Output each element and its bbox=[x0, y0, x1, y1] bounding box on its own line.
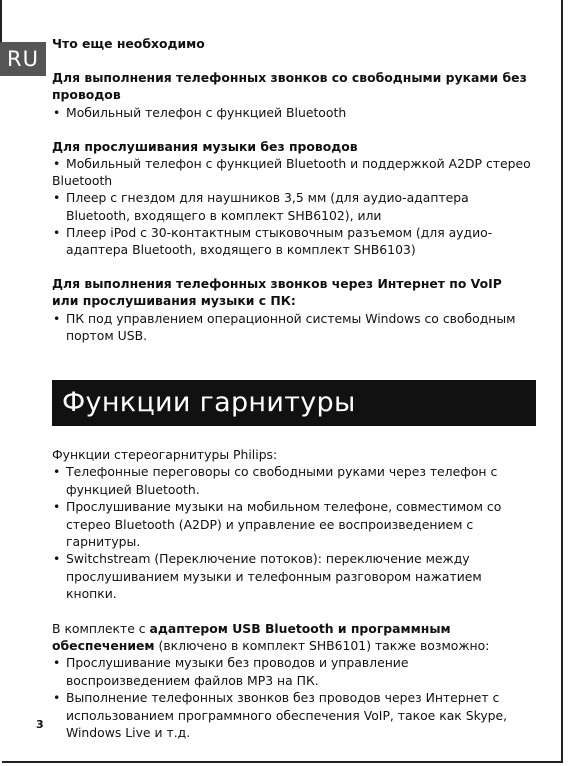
list-item: • Мобильный телефон с функцией Bluetooth bbox=[52, 104, 532, 121]
requirements-section bbox=[52, 35, 532, 344]
kit-intro-bold: адаптером USB Bluetooth и программным обеспечением bbox=[52, 620, 451, 654]
list-item: • Телефонные переговоры со свободными руками через телефон с функцией Bluetooth. bbox=[52, 463, 536, 498]
features-section bbox=[52, 446, 536, 742]
list-item: • Switchstream (Переключение потоков): переключение между прослушиванием музыки и телефонным разговором нажатием кнопки. bbox=[52, 550, 536, 602]
page-number: 3 bbox=[36, 718, 44, 731]
list-item: • Прослушивание музыки на мобильном телефоне, совместимом со стерео Bluetooth (A2DP) и управление ее воспроизведением с гарнитуры. bbox=[52, 498, 536, 550]
list-item: • Плеер с гнездом для наушников 3,5 мм (для аудио-адаптера Bluetooth, входящего в комплект SHB6102), или bbox=[52, 189, 532, 223]
kit-intro bbox=[52, 620, 536, 655]
list-item: • Плеер iPod с 30-контактным стыковочным разъемом (для аудио-адаптера Bluetooth, входящего в комплект SHB6103) bbox=[52, 224, 532, 258]
kit-intro-suffix: (включено в комплект SHB6101) также возможно: bbox=[154, 638, 490, 654]
voip-pc-list bbox=[52, 310, 532, 344]
what-else-heading: Что еще необходимо bbox=[52, 36, 205, 51]
list-item: • ПК под управлением операционной системы Windows со свободным портом USB. bbox=[52, 310, 532, 344]
headset-features-banner: Функции гарнитуры bbox=[52, 380, 536, 426]
handsfree-calls-list bbox=[52, 104, 532, 121]
wireless-music-list bbox=[52, 155, 532, 258]
language-tab: RU bbox=[0, 42, 46, 76]
voip-pc-heading: Для выполнения телефонных звонков через Интернет по VoIP или прослушивания музыки с ПК: bbox=[52, 276, 502, 309]
features-list bbox=[52, 463, 536, 602]
list-item-wrap: Bluetooth bbox=[52, 173, 113, 189]
kit-list bbox=[52, 654, 536, 741]
wireless-music-heading: Для прослушивания музыки без проводов bbox=[52, 138, 358, 154]
list-item: • Прослушивание музыки без проводов и управление воспроизведением файлов MP3 на ПК. bbox=[52, 654, 536, 689]
list-item-text: Мобильный телефон с функцией Bluetooth и поддержкой A2DP стерео bbox=[66, 156, 531, 172]
list-item bbox=[52, 155, 532, 189]
kit-intro-prefix: В комплекте с bbox=[52, 620, 150, 636]
handsfree-calls-heading: Для выполнения телефонных звонков со свободными руками без проводов bbox=[52, 70, 527, 103]
list-item: • Выполнение телефонных звонков без проводов через Интернет с использованием программного обеспечения VoIP, такое как Skype, Windows Live и т.д. bbox=[52, 689, 536, 741]
features-intro: Функции стереогарнитуры Philips: bbox=[52, 447, 278, 462]
